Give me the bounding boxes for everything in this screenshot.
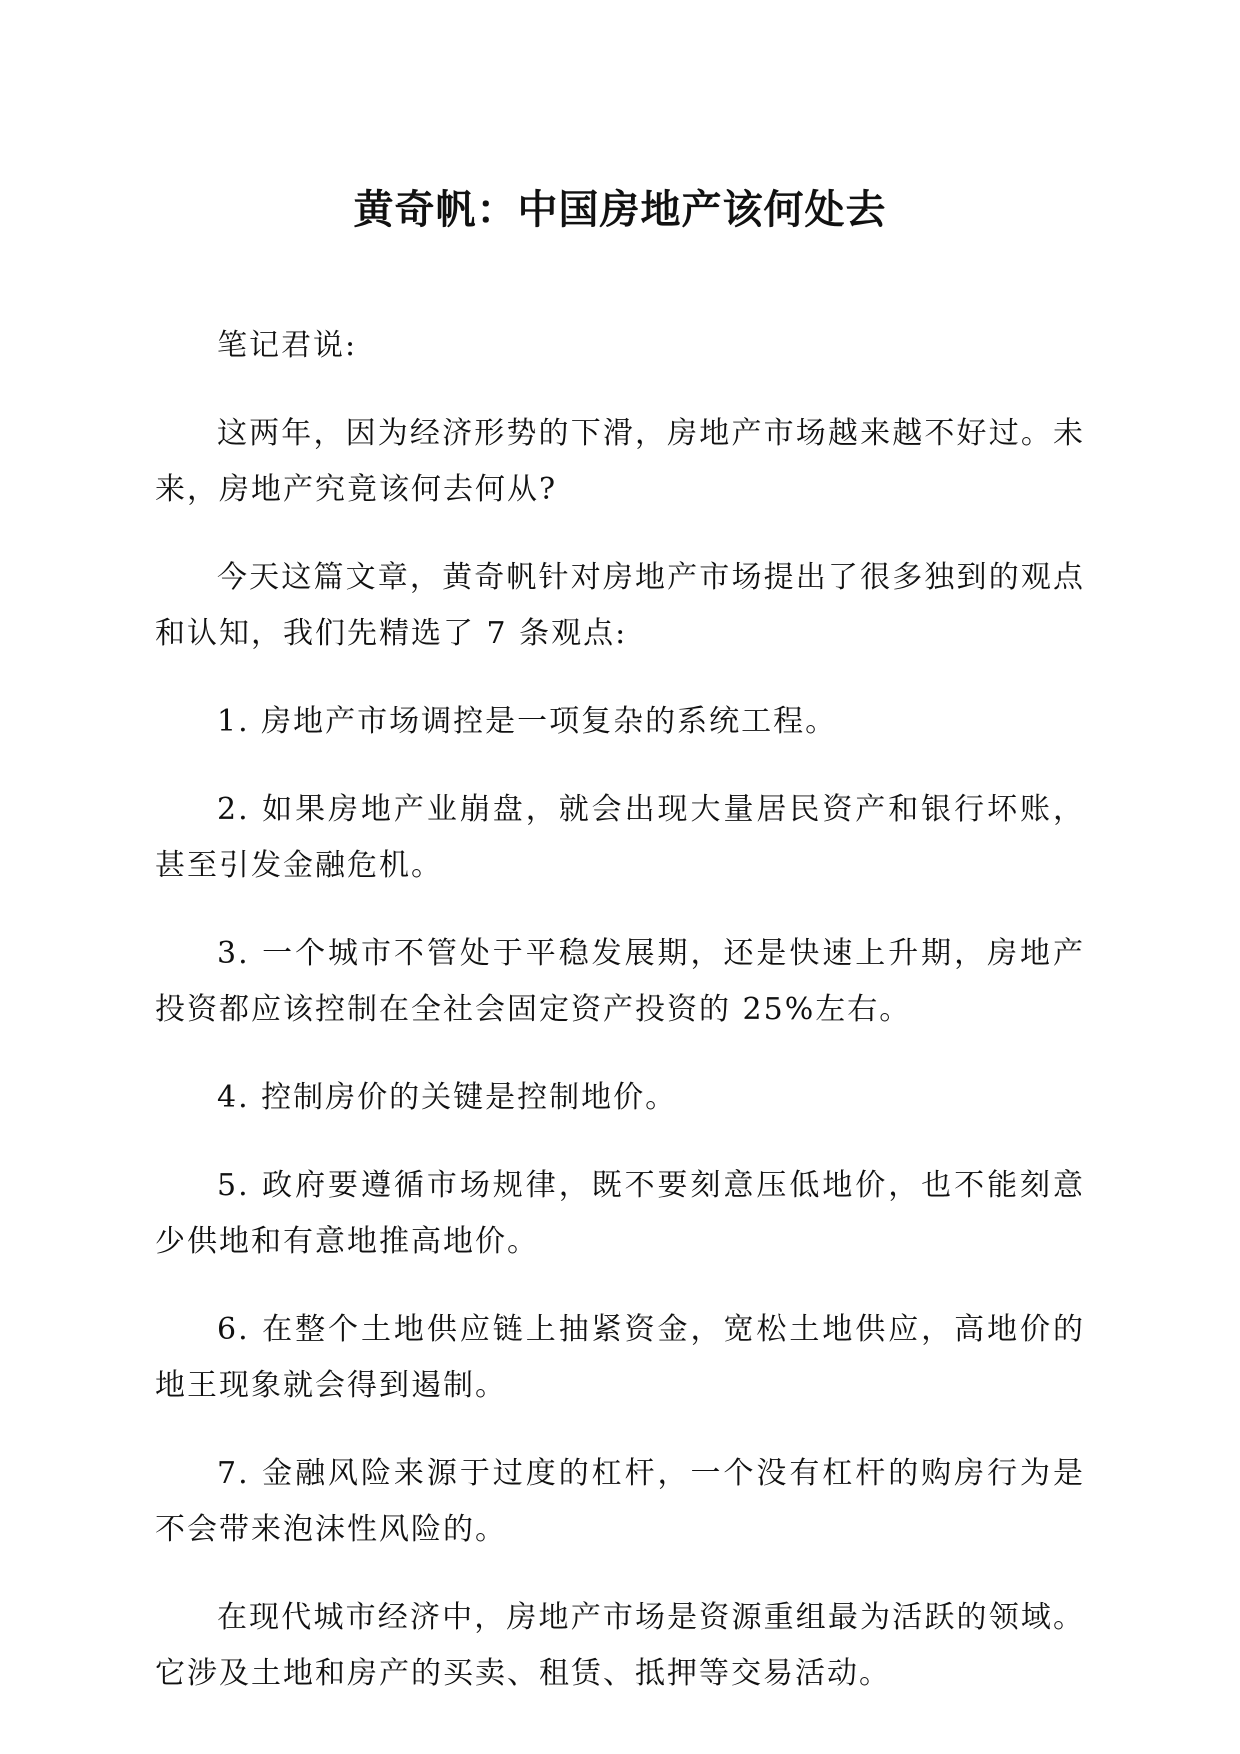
list-item-point-6: 6. 在整个土地供应链上抽紧资金，宽松土地供应，高地价的地王现象就会得到遏制。 xyxy=(155,1312,1085,1403)
list-item-point-7: 7. 金融风险来源于过度的杠杆，一个没有杠杆的购房行为是不会带来泡沫性风险的。 xyxy=(155,1456,1085,1547)
list-item-point-2: 2. 如果房地产业崩盘，就会出现大量居民资产和银行坏账，甚至引发金融危机。 xyxy=(155,792,1085,883)
paragraph-intro-label: 笔记君说: xyxy=(217,328,358,363)
list-item-point-5: 5. 政府要遵循市场规律，既不要刻意压低地价，也不能刻意少供地和有意地推高地价。 xyxy=(155,1168,1085,1259)
document-body xyxy=(155,318,1085,1734)
paragraph-intro: 这两年，因为经济形势的下滑，房地产市场越来越不好过。未来，房地产究竟该何去何从? xyxy=(155,416,1085,507)
paragraph-body: 在现代城市经济中，房地产市场是资源重组最为活跃的领域。它涉及土地和房产的买卖、租赁、抵押等交易活动。 xyxy=(155,1600,1085,1691)
document-title: 黄奇帆：中国房地产该何处去 xyxy=(353,186,887,233)
paragraph-summary: 今天这篇文章，黄奇帆针对房地产市场提出了很多独到的观点和认知，我们先精选了 7 条观点: xyxy=(155,560,1085,651)
list-item-point-3: 3. 一个城市不管处于平稳发展期，还是快速上升期，房地产投资都应该控制在全社会固定资产投资的 25%左右。 xyxy=(155,936,1085,1027)
list-item-point-1: 1. 房地产市场调控是一项复杂的系统工程。 xyxy=(217,704,838,739)
list-item-point-4: 4. 控制房价的关键是控制地价。 xyxy=(217,1080,678,1115)
